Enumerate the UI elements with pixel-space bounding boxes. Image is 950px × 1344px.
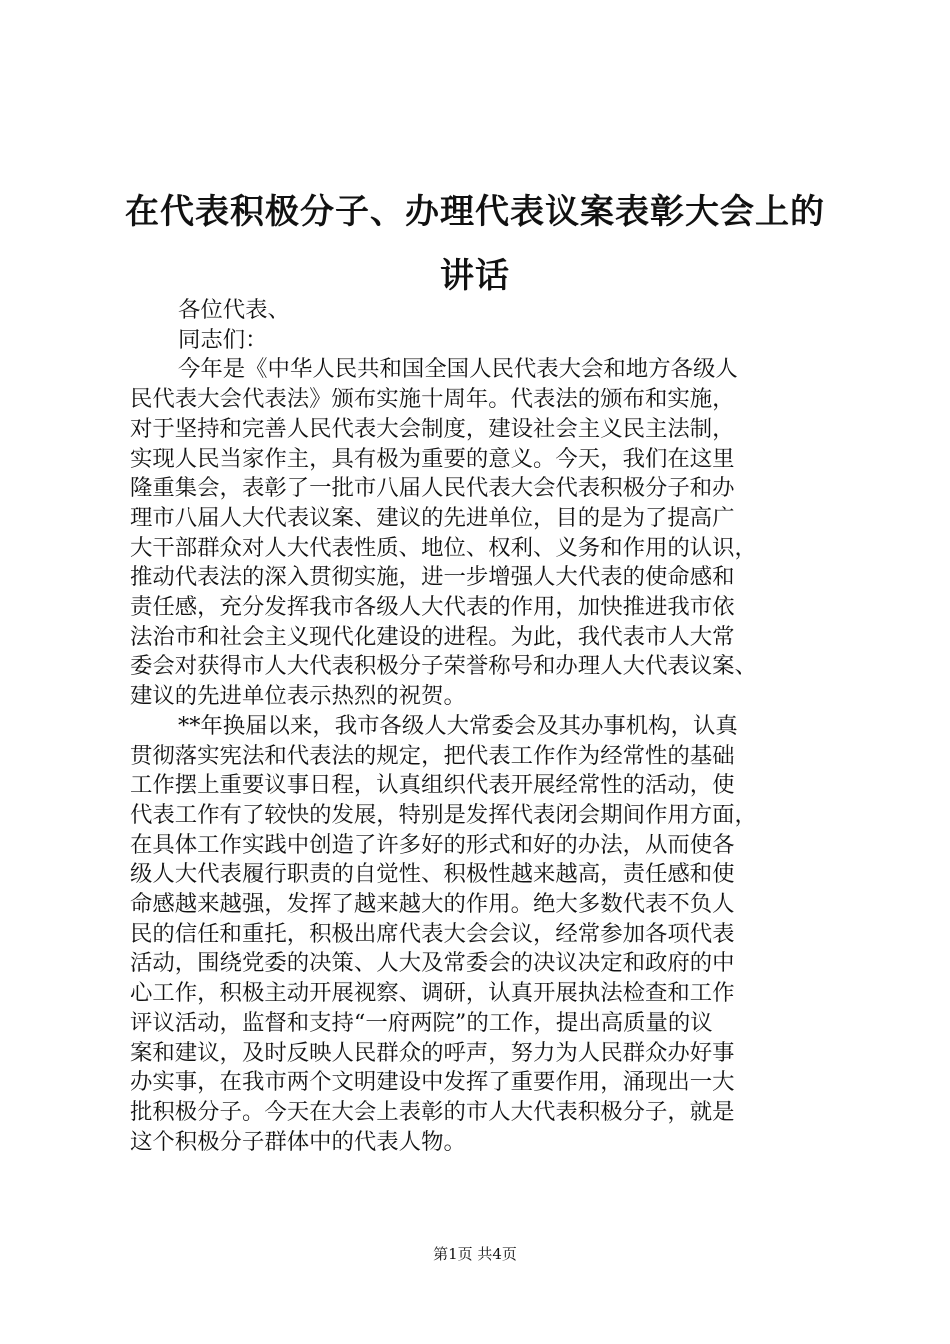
paragraph-line: 在具体工作实践中创造了许多好的形式和好的办法，从而使各 [130, 831, 735, 858]
paragraph-line: 隆重集会，表彰了一批市八届人民代表大会代表积极分子和办 [130, 475, 735, 502]
paragraph-2 [130, 712, 850, 1158]
paragraph-line: 建议的先进单位表示热烈的祝贺。 [130, 683, 466, 710]
paragraph-line: 工作摆上重要议事日程，认真组织代表开展经常性的活动，使 [130, 772, 735, 799]
paragraph-line: 级人大代表履行职责的自觉性、积极性越来越高，责任感和使 [130, 861, 735, 888]
paragraph-line: 心工作，积极主动开展视察、调研，认真开展执法检查和工作 [130, 980, 735, 1007]
paragraph-line: 代表工作有了较快的发展，特别是发挥代表闭会期间作用方面， [130, 801, 757, 828]
title-line: 在代表积极分子、办理代表议案表彰大会上的 [125, 192, 825, 232]
paragraph-line: 命感越来越强，发挥了越来越大的作用。绝大多数代表不负人 [130, 891, 735, 918]
paragraph-line: 实现人民当家作主，具有极为重要的意义。今天，我们在这里 [130, 445, 735, 472]
paragraph-line: 批积极分子。今天在大会上表彰的市人大代表积极分子，就是 [130, 1098, 735, 1125]
paragraph-line: 法治市和社会主义现代化建设的进程。为此，我代表市人大常 [130, 623, 735, 650]
paragraph-line: 民代表大会代表法》颁布实施十周年。代表法的颁布和实施， [130, 386, 735, 413]
paragraph-line: 对于坚持和完善人民代表大会制度，建设社会主义民主法制， [130, 415, 735, 442]
paragraph-line: 责任感，充分发挥我市各级人大代表的作用，加快推进我市依 [130, 594, 735, 621]
paragraph-line: 评议活动，监督和支持“一府两院”的工作，提出高质量的议 [130, 1009, 713, 1036]
paragraph-line: 案和建议，及时反映人民群众的呼声，努力为人民群众办好事 [130, 1039, 735, 1066]
title-line: 讲话 [440, 256, 510, 296]
paragraph-line: 推动代表法的深入贯彻实施，进一步增强人大代表的使命感和 [130, 564, 735, 591]
paragraph-line: 理市八届人大代表议案、建议的先进单位，目的是为了提高广 [130, 504, 735, 531]
paragraph-line: 这个积极分子群体中的代表人物。 [130, 1128, 466, 1155]
paragraph-line: 今年是《中华人民共和国全国人民代表大会和地方各级人 [178, 356, 738, 383]
paragraph-line: 大干部群众对人大代表性质、地位、权利、义务和作用的认识， [130, 534, 757, 561]
paragraph-1 [130, 355, 850, 711]
salutation: 同志们： [178, 326, 268, 353]
page-number-footer: 第1页 共4页 [433, 1245, 517, 1263]
paragraph-line: 民的信任和重托，积极出席代表大会会议，经常参加各项代表 [130, 920, 735, 947]
paragraph-line: 办实事，在我市两个文明建设中发挥了重要作用，涌现出一大 [130, 1069, 735, 1096]
document-title [110, 180, 840, 308]
paragraph-line: 活动，围绕党委的决策、人大及常委会的决议决定和政府的中 [130, 950, 735, 977]
paragraph-line: 贯彻落实宪法和代表法的规定，把代表工作作为经常性的基础 [130, 742, 735, 769]
paragraph-line: **年换届以来，我市各级人大常委会及其办事机构，认真 [178, 712, 738, 739]
salutation: 各位代表、 [178, 297, 290, 323]
document-body [130, 296, 850, 1157]
paragraph-line: 委会对获得市人大代表积极分子荣誉称号和办理人大代表议案、 [130, 653, 757, 680]
